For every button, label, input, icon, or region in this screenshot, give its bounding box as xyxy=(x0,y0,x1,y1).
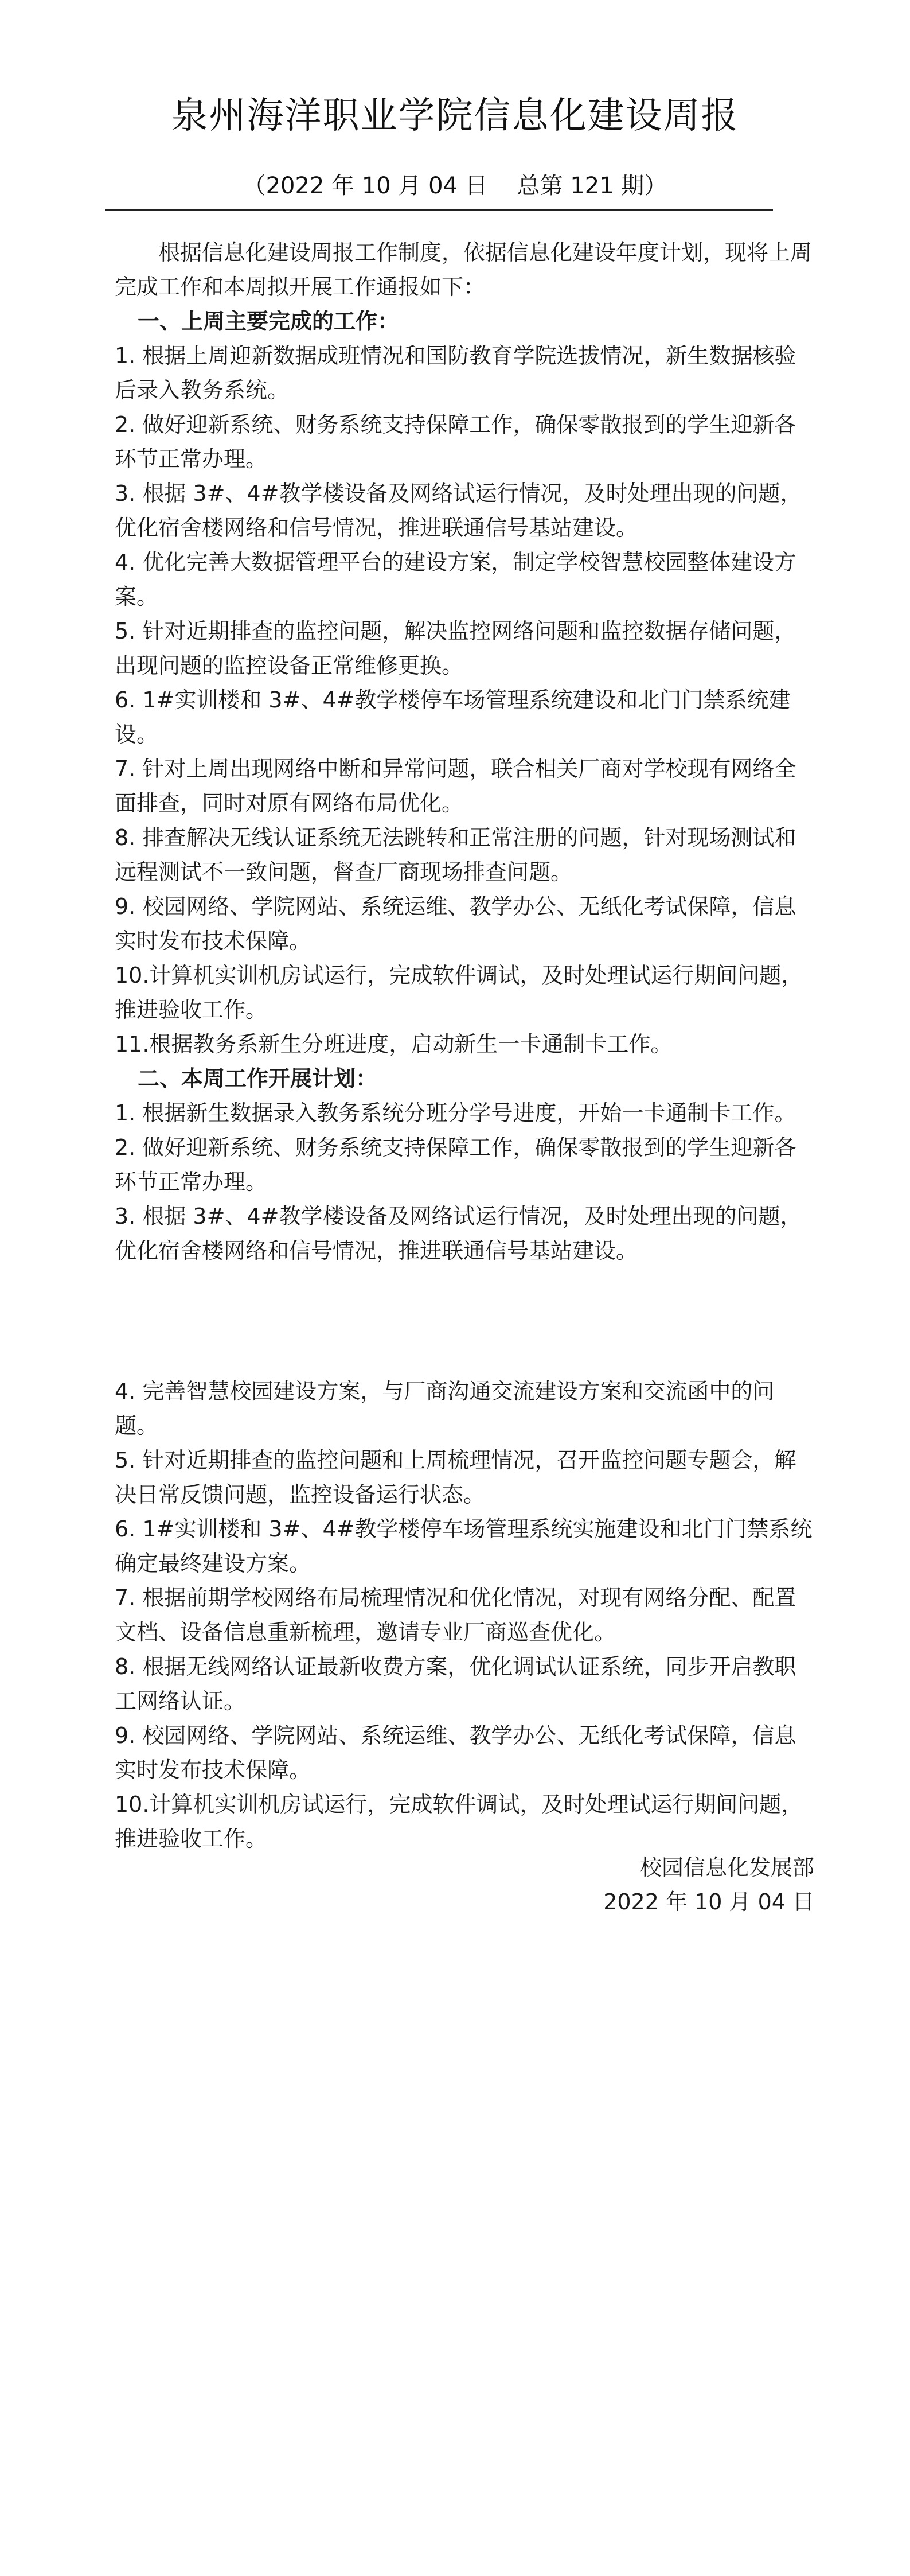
section1-item: 1. 根据上周迎新数据成班情况和国防教育学院选拔情况，新生数据核验后录入教务系统。 xyxy=(115,343,796,403)
section1-item: 4. 优化完善大数据管理平台的建设方案，制定学校智慧校园整体建设方案。 xyxy=(115,550,796,609)
signature-date: 2022 年 10 月 04 日 xyxy=(603,1889,814,1915)
report-body-part1 xyxy=(115,235,814,1268)
section1-item: 7. 针对上周出现网络中断和异常问题，联合相关厂商对学校现有网络全面排查，同时对原有网络布局优化。 xyxy=(115,756,796,816)
section2-item: 7. 根据前期学校网络布局梳理情况和优化情况，对现有网络分配、配置文档、设备信息重新梳理，邀请专业厂商巡查优化。 xyxy=(115,1585,796,1645)
section1-item: 8. 排查解决无线认证系统无法跳转和正常注册的问题，针对现场测试和远程测试不一致问题，督查厂商现场排查问题。 xyxy=(115,825,796,885)
report-issue-line: （2022 年 10 月 04 日 总第 121 期） xyxy=(243,173,667,199)
section2-item: 1. 根据新生数据录入教务系统分班分学号进度，开始一卡通制卡工作。 xyxy=(115,1100,796,1126)
section2-list-part2 xyxy=(115,1374,814,1856)
signature-block xyxy=(573,1850,814,1919)
section1-item: 2. 做好迎新系统、财务系统支持保障工作，确保零散报到的学生迎新各环节正常办理。 xyxy=(115,412,796,472)
signature-department: 校园信息化发展部 xyxy=(639,1855,814,1880)
title-divider xyxy=(105,209,773,211)
section2-item: 9. 校园网络、学院网站、系统运维、教学办公、无纸化考试保障，信息实时发布技术保障。 xyxy=(115,1723,796,1783)
section2-heading: 二、本周工作开展计划： xyxy=(138,1066,378,1091)
section1-item: 11.根据教务系新生分班进度，启动新生一卡通制卡工作。 xyxy=(115,1032,673,1057)
section2-item: 10.计算机实训机房试运行，完成软件调试，及时处理试运行期间问题，推进验收工作。 xyxy=(115,1792,803,1851)
section1-item: 5. 针对近期排查的监控问题，解决监控网络问题和监控数据存储问题，出现问题的监控设备正常维修更换。 xyxy=(115,618,796,678)
section2-item: 2. 做好迎新系统、财务系统支持保障工作，确保零散报到的学生迎新各环节正常办理。 xyxy=(115,1135,796,1194)
section2-item: 6. 1#实训楼和 3#、4#教学楼停车场管理系统实施建设和北门门禁系统确定最终建设方案。 xyxy=(115,1516,813,1576)
intro-paragraph: 根据信息化建设周报工作制度，依据信息化建设年度计划，现将上周完成工作和本周拟开展工作通报如下： xyxy=(115,240,813,299)
section2-item: 3. 根据 3#、4#教学楼设备及网络试运行情况，及时处理出现的问题，优化宿舍楼网络和信号情况，推进联通信号基站建设。 xyxy=(115,1204,802,1263)
report-title: 泉州海洋职业学院信息化建设周报 xyxy=(171,95,739,137)
section2-item: 5. 针对近期排查的监控问题和上周梳理情况，召开监控问题专题会，解决日常反馈问题，监控设备运行状态。 xyxy=(115,1447,796,1507)
section1-list xyxy=(115,338,814,1061)
section1-heading: 一、上周主要完成的工作： xyxy=(138,309,400,334)
section1-item: 9. 校园网络、学院网站、系统运维、教学办公、无纸化考试保障，信息实时发布技术保障。 xyxy=(115,894,796,954)
report-body-part2 xyxy=(115,1374,814,1856)
section2-item: 4. 完善智慧校园建设方案，与厂商沟通交流建设方案和交流函中的问题。 xyxy=(115,1379,775,1438)
section1-item: 6. 1#实训楼和 3#、4#教学楼停车场管理系统建设和北门门禁系统建设。 xyxy=(115,687,791,747)
section1-item: 3. 根据 3#、4#教学楼设备及网络试运行情况，及时处理出现的问题，优化宿舍楼网络和信号情况，推进联通信号基站建设。 xyxy=(115,481,802,540)
section1-item: 10.计算机实训机房试运行，完成软件调试，及时处理试运行期间问题，推进验收工作。 xyxy=(115,963,803,1022)
section2-item: 8. 根据无线网络认证最新收费方案，优化调试认证系统，同步开启教职工网络认证。 xyxy=(115,1654,796,1714)
section2-list-part1 xyxy=(115,1096,814,1268)
